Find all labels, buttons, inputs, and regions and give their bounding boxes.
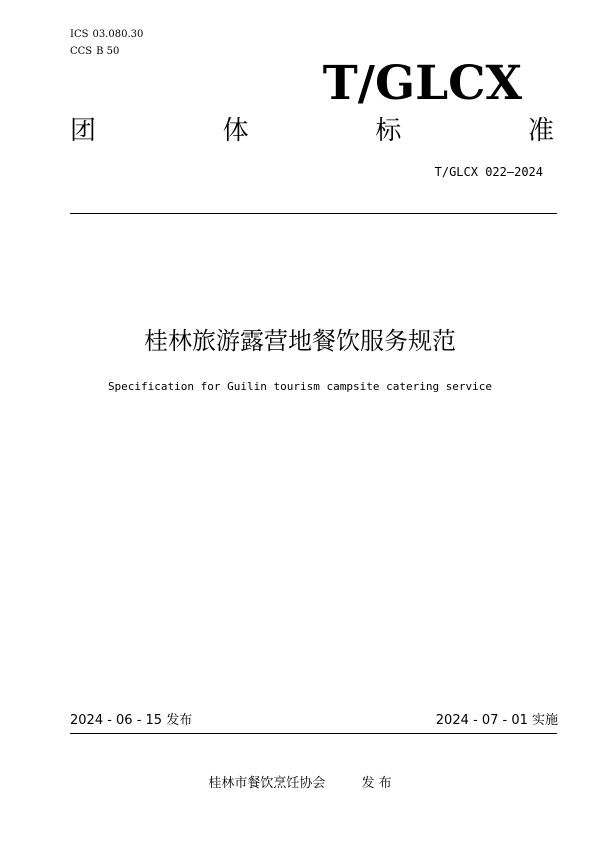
publisher-line [0, 776, 600, 792]
document-title-en: Specification for Guilin tourism campsite catering service [107, 380, 493, 393]
document-title-zh: 桂林旅游露营地餐饮服务规范 [144, 327, 456, 355]
publisher-action: 发 布 [361, 776, 392, 791]
standard-type [70, 116, 554, 146]
standard-type-char: 团 [70, 116, 97, 146]
ics-classification [70, 29, 143, 41]
ics-code: 03.080.30 [92, 29, 144, 40]
ccs-label: CCS [70, 46, 93, 57]
standard-type-char: 标 [375, 116, 402, 146]
publisher-name: 桂林市餐饮烹饪协会 [208, 776, 326, 791]
bottom-divider [70, 733, 557, 734]
standard-logo: T/GLCX [322, 56, 522, 111]
ccs-code: B 50 [96, 46, 120, 57]
standard-type-char: 准 [527, 116, 554, 146]
release-date: 2024 - 06 - 15 发布 [70, 713, 193, 728]
standard-number: T/GLCX 022—2024 [434, 165, 543, 179]
implementation-date: 2024 - 07 - 01 实施 [435, 713, 558, 728]
ics-label: ICS [70, 29, 89, 40]
standard-type-char: 体 [222, 116, 249, 146]
top-divider [70, 213, 557, 214]
ccs-classification [70, 46, 119, 58]
